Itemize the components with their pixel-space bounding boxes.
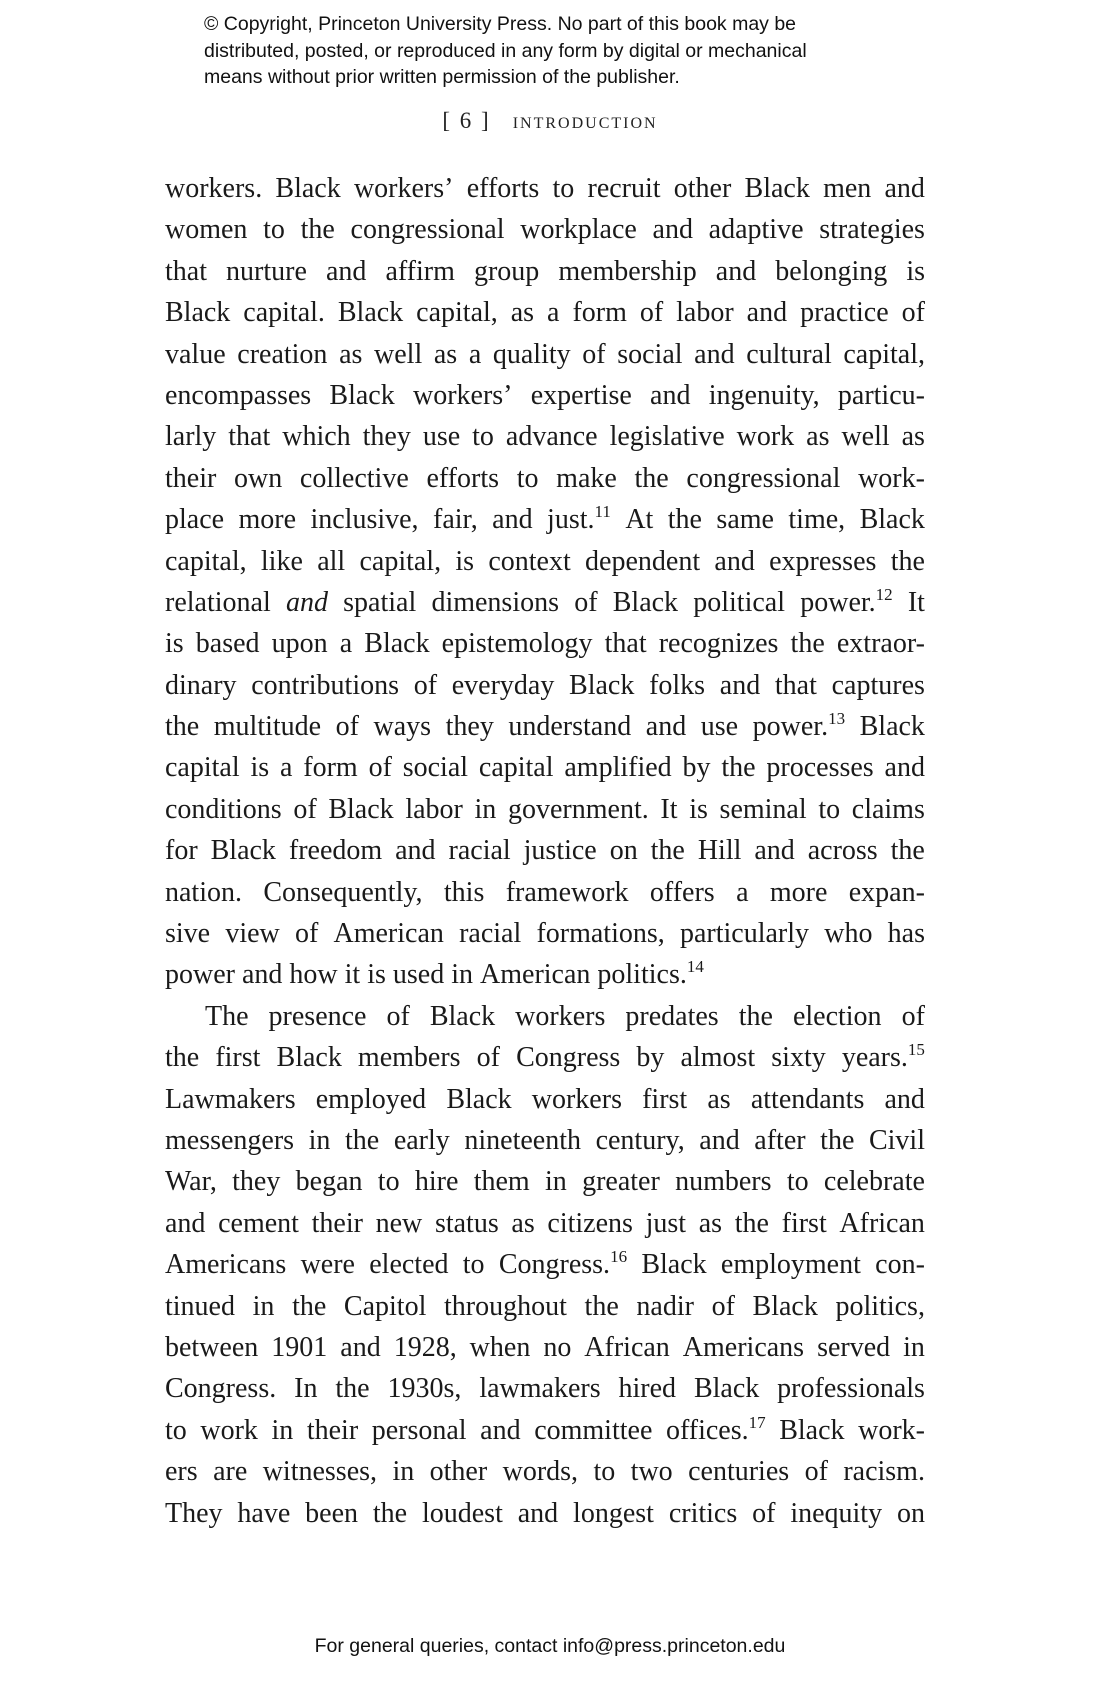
text-line: is based upon a Black epistemology that recognizes the extraor- [165, 628, 925, 660]
text-line: and cement their new status as citizens just as the first African [165, 1207, 925, 1239]
text-line: relational and spatial dimensions of Black political power.$^{12}$ It [165, 584, 925, 618]
text-line: messengers in the early nineteenth century, and after the Civil [165, 1124, 925, 1156]
text-line: War, they began to hire them in greater numbers to celebrate [165, 1166, 925, 1198]
text-line: sive view of American racial formations, particularly who has [165, 918, 925, 950]
text-line: Lawmakers employed Black workers first as attendants and [165, 1083, 925, 1115]
text-line: their own collective efforts to make the congressional work- [165, 462, 925, 494]
text-line: place more inclusive, fair, and just.$^{11}$ At the same time, Black [165, 502, 925, 536]
text-line: that nurture and affirm group membership and belonging is [165, 255, 925, 287]
text-line: They have been the loudest and longest critics of inequity on [165, 1497, 925, 1529]
text-line: encompasses Black workers’ expertise and ingenuity, particu- [165, 379, 925, 411]
copyright-line: means without prior written permission of the publisher. [204, 66, 680, 88]
text-line: conditions of Black labor in government. It is seminal to claims [165, 793, 925, 825]
copyright-line: © Copyright, Princeton University Press. No part of this book may be [204, 13, 797, 35]
text-line: workers. Black workers’ efforts to recruit other Black men and [165, 173, 925, 204]
text-line: capital is a form of social capital amplified by the processes and [165, 752, 925, 784]
text-line: The presence of Black workers predates the election of [205, 1000, 925, 1032]
text-line: value creation as well as a quality of social and cultural capital, [165, 338, 925, 370]
text-line: ers are witnesses, in other words, to two centuries of racism. [165, 1456, 925, 1488]
body-text [165, 168, 925, 1534]
text-line: the multitude of ways they understand and use power.$^{13}$ Black [165, 709, 925, 743]
text-line: to work in their personal and committee offices.$^{17}$ Black work- [165, 1412, 925, 1446]
footer-contact: For general queries, contact info@press.princeton.edu [314, 1635, 786, 1657]
copyright-line: distributed, posted, or reproduced in any form by digital or mechanical [204, 39, 807, 62]
text-line: between 1901 and 1928, when no African Americans served in [165, 1331, 925, 1363]
text-line: Black capital. Black capital, as a form of labor and practice of [165, 297, 925, 329]
text-line: capital, like all capital, is context dependent and expresses the [165, 545, 925, 577]
text-line: women to the congressional workplace and adaptive strategies [165, 214, 925, 246]
text-line: larly that which they use to advance legislative work as well as [165, 421, 925, 453]
text-line: nation. Consequently, this framework offers a more expan- [165, 876, 925, 908]
section-title: introduction [512, 108, 658, 133]
text-line: tinued in the Capitol throughout the nadir of Black politics, [165, 1290, 925, 1322]
text-line: power and how it is used in American politics.$^{14}$ [165, 957, 704, 991]
page-number: [ 6 ] [442, 108, 491, 133]
copyright-notice [204, 11, 964, 91]
text-line: for Black freedom and racial justice on the Hill and across the [165, 835, 925, 867]
text-line: dinary contributions of everyday Black folks and that captures [165, 669, 925, 701]
running-head [0, 108, 1100, 134]
text-line: Americans were elected to Congress.$^{16}$ Black employment con- [165, 1247, 925, 1281]
text-line: Congress. In the 1930s, lawmakers hired Black professionals [165, 1373, 925, 1405]
text-line: the first Black members of Congress by almost sixty years.$^{15}$ [165, 1040, 925, 1074]
